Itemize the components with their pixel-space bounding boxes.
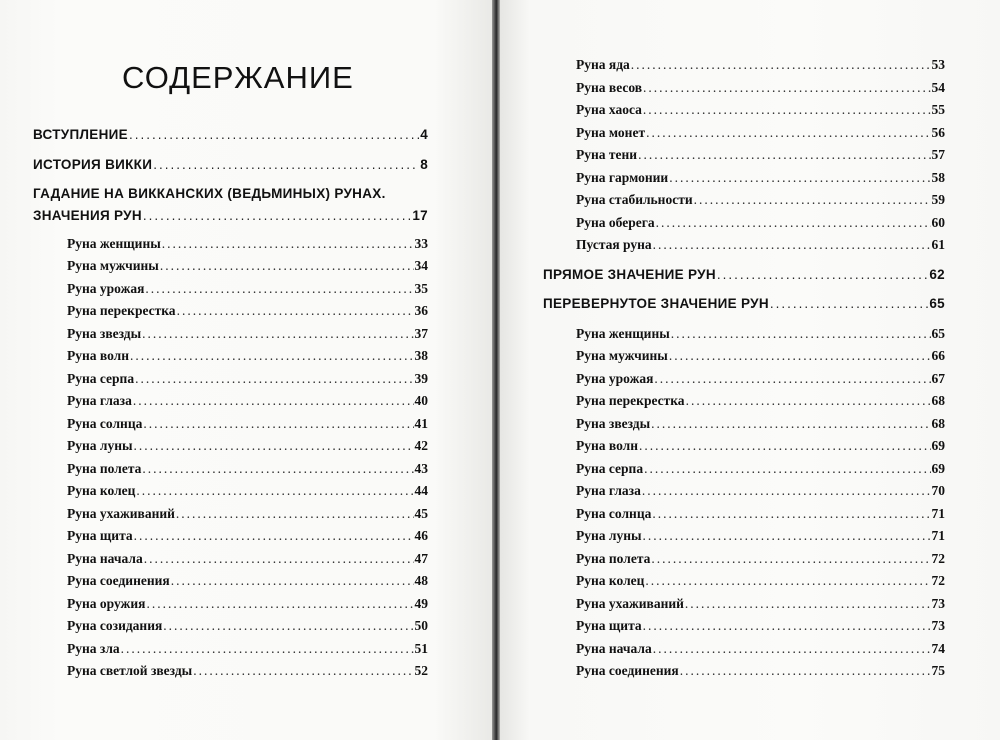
- toc-entry-label: Руна яда: [576, 57, 630, 72]
- toc-entry-page: 68: [931, 415, 945, 431]
- toc-entry-label: Руна оружия: [67, 595, 146, 611]
- toc-entry-label: Руна луны: [576, 528, 642, 543]
- toc-entry[interactable]: [543, 348, 945, 371]
- toc-entry[interactable]: [33, 303, 428, 326]
- toc-entry-page: 71: [931, 528, 945, 543]
- toc-section-direct-meaning[interactable]: [543, 267, 945, 290]
- dot-leader: [142, 461, 413, 477]
- toc-entry[interactable]: [33, 281, 428, 304]
- toc-entry-page: 33: [414, 235, 428, 251]
- toc-entry-page: 68: [931, 393, 945, 408]
- dot-leader: [162, 236, 414, 252]
- toc-entry-label: Руна полета: [576, 550, 651, 566]
- toc-entry-page: 61: [931, 237, 945, 252]
- toc-entry[interactable]: [33, 371, 428, 394]
- toc-entry[interactable]: [33, 348, 428, 371]
- toc-entry-page: 54: [931, 79, 945, 95]
- toc-entry-page: 49: [414, 595, 428, 611]
- toc-entry-label: Руна начала: [67, 550, 143, 566]
- toc-entry-label: Руна созидания: [67, 618, 163, 633]
- toc-entry-page: 42: [414, 438, 428, 453]
- toc-entry-page: 75: [931, 663, 945, 678]
- toc-entry[interactable]: [543, 618, 945, 641]
- toc-entry-label: Руна урожая: [67, 280, 145, 296]
- toc-entry-page: 43: [414, 460, 428, 476]
- dot-leader: [133, 393, 414, 409]
- toc-entry-page: 70: [931, 483, 945, 498]
- toc-entry-page: 8: [420, 156, 428, 172]
- left-page: [0, 0, 493, 740]
- dot-leader: [645, 573, 930, 589]
- toc-entry-label: Руна солнца: [576, 505, 652, 521]
- toc-entry-label: Руна тени: [576, 147, 638, 162]
- toc-entry-label: Руна светлой звезды: [67, 663, 193, 678]
- toc-section-intro[interactable]: [33, 127, 428, 150]
- toc-entry[interactable]: [543, 528, 945, 551]
- toc-entry-label: Руна колец: [67, 483, 136, 498]
- toc-entry[interactable]: [543, 663, 945, 686]
- dot-leader: [177, 303, 414, 319]
- toc-entry-label: Руна волн: [67, 348, 130, 363]
- toc-entry-page: 59: [931, 192, 945, 207]
- toc-entry[interactable]: [543, 125, 945, 148]
- dot-leader: [671, 326, 931, 342]
- toc-entry-label: Руна оберега: [576, 214, 655, 230]
- toc-entry-label: Руна гармонии: [576, 169, 669, 185]
- toc-entry[interactable]: [33, 596, 428, 619]
- toc-entry-label: Руна ухаживаний: [67, 505, 175, 521]
- toc-entry-label: Руна луны: [67, 438, 133, 453]
- toc-entry[interactable]: [33, 393, 428, 416]
- dot-leader: [638, 147, 930, 163]
- dot-leader: [651, 551, 930, 567]
- toc-entry[interactable]: [543, 371, 945, 394]
- book-gutter: [492, 0, 500, 740]
- toc-entry[interactable]: [543, 192, 945, 215]
- toc-entry[interactable]: [33, 573, 428, 596]
- toc-entry[interactable]: [543, 237, 945, 260]
- toc-entry-page: 65: [931, 325, 945, 341]
- toc-entry[interactable]: [543, 57, 945, 80]
- toc-entry-page: 17: [412, 208, 428, 223]
- toc-entry[interactable]: [543, 461, 945, 484]
- toc-entry[interactable]: [543, 596, 945, 619]
- toc-entry-label: Руна щита: [67, 528, 133, 543]
- toc-entry-page: 74: [931, 640, 945, 656]
- toc-entry-label: Руна серпа: [576, 460, 644, 476]
- toc-entry-label: Руна зла: [67, 640, 120, 656]
- toc-entry[interactable]: [33, 663, 428, 686]
- toc-entry-label-cont: ЗНАЧЕНИЯ РУН: [33, 208, 142, 223]
- dot-leader: [652, 506, 930, 522]
- toc-entry-page: 60: [931, 214, 945, 230]
- toc-section-divination[interactable]: [33, 186, 428, 231]
- toc-entry-page: 4: [420, 127, 428, 142]
- toc-entry[interactable]: [33, 461, 428, 484]
- toc-entry[interactable]: [33, 641, 428, 664]
- dot-leader: [642, 483, 931, 499]
- toc-entry-label: Руна перекрестка: [67, 303, 176, 318]
- dot-leader: [136, 483, 413, 499]
- toc-list-right: [543, 57, 945, 686]
- toc-entry[interactable]: [33, 438, 428, 461]
- toc-entry-page: 52: [414, 663, 428, 678]
- toc-entry-label: Руна звезды: [67, 325, 142, 341]
- dot-leader: [143, 416, 413, 432]
- toc-entry-page: 71: [931, 505, 945, 521]
- dot-leader: [639, 438, 930, 454]
- toc-entry-label: Руна перекрестка: [576, 393, 685, 408]
- toc-entry[interactable]: [543, 641, 945, 664]
- toc-entry-page: 58: [931, 169, 945, 185]
- toc-entry-page: 72: [931, 573, 945, 588]
- toc-entry[interactable]: [543, 215, 945, 238]
- toc-entry-page: 50: [414, 618, 428, 633]
- dot-leader: [176, 506, 414, 522]
- toc-entry-label: Руна мужчины: [67, 258, 159, 273]
- toc-entry-page: 55: [931, 102, 945, 117]
- toc-entry[interactable]: [543, 506, 945, 529]
- toc-entry-page: 44: [414, 483, 428, 498]
- toc-entry-label: Руна ухаживаний: [576, 595, 684, 611]
- toc-entry-page: 36: [414, 303, 428, 318]
- dot-leader: [653, 641, 931, 657]
- dot-leader: [770, 296, 928, 311]
- toc-entry-label: Руна женщины: [67, 235, 161, 251]
- toc-entry[interactable]: [543, 326, 945, 349]
- dot-leader: [669, 348, 931, 364]
- toc-entry-page: 45: [414, 505, 428, 521]
- dot-leader: [631, 57, 931, 73]
- dot-leader: [680, 663, 931, 679]
- toc-entry-page: 69: [931, 460, 945, 476]
- toc-entry-page: 69: [931, 438, 945, 453]
- dot-leader: [160, 258, 414, 274]
- toc-entry-page: 56: [931, 124, 945, 140]
- dot-leader: [646, 125, 930, 141]
- toc-entry[interactable]: [543, 393, 945, 416]
- toc-entry-label: ГАДАНИЕ НА ВИККАНСКИХ (ВЕДЬМИНЫХ) РУНАХ.: [33, 186, 386, 201]
- dot-leader: [143, 208, 411, 223]
- toc-entry-label: Пустая руна: [576, 237, 652, 252]
- toc-entry-page: 38: [414, 348, 428, 363]
- toc-entry[interactable]: [543, 573, 945, 596]
- toc-entry[interactable]: [543, 170, 945, 193]
- toc-entry-label: Руна полета: [67, 460, 142, 476]
- dot-leader: [135, 371, 413, 387]
- toc-entry-page: 73: [931, 595, 945, 611]
- toc-entry[interactable]: [33, 551, 428, 574]
- dot-leader: [145, 281, 413, 297]
- dot-leader: [669, 170, 930, 186]
- dot-leader: [685, 596, 931, 612]
- toc-entry-label: Руна стабильности: [576, 192, 693, 207]
- toc-entry-label: Руна начала: [576, 640, 652, 656]
- page-title: СОДЕРЖАНИЕ: [122, 60, 354, 95]
- toc-entry[interactable]: [543, 80, 945, 103]
- dot-leader: [643, 528, 931, 544]
- dot-leader: [130, 348, 413, 364]
- dot-leader: [153, 157, 419, 172]
- dot-leader: [694, 192, 931, 208]
- toc-entry-label: Руна серпа: [67, 370, 135, 386]
- toc-entry[interactable]: [543, 438, 945, 461]
- toc-entry-page: 34: [414, 258, 428, 273]
- toc-list-left: [33, 127, 428, 686]
- toc-entry-page: 39: [414, 370, 428, 386]
- dot-leader: [193, 663, 413, 679]
- toc-entry-page: 73: [931, 618, 945, 633]
- dot-leader: [129, 127, 419, 142]
- toc-entry-label: Руна глаза: [576, 483, 641, 498]
- toc-entry-label: Руна щита: [576, 618, 642, 633]
- toc-entry[interactable]: [543, 102, 945, 125]
- toc-entry-label: Руна звезды: [576, 415, 651, 431]
- toc-entry[interactable]: [543, 483, 945, 506]
- toc-entry-label: Руна колец: [576, 573, 645, 588]
- toc-entry-label: Руна соединения: [67, 573, 170, 588]
- dot-leader: [686, 393, 931, 409]
- toc-entry-page: 66: [931, 348, 945, 363]
- right-page: [500, 0, 1000, 740]
- toc-entry-label: Руна мужчины: [576, 348, 668, 363]
- toc-entry-page: 41: [414, 415, 428, 431]
- toc-entry-page: 57: [931, 147, 945, 162]
- dot-leader: [146, 596, 413, 612]
- toc-entry-label: Руна женщины: [576, 325, 670, 341]
- toc-entry-label: Руна монет: [576, 124, 646, 140]
- toc-section-reversed-meaning[interactable]: [543, 296, 945, 319]
- toc-entry-page: 65: [929, 296, 945, 311]
- dot-leader: [651, 416, 930, 432]
- toc-entry[interactable]: [33, 416, 428, 439]
- toc-entry-label: ИСТОРИЯ ВИККИ: [33, 156, 153, 172]
- toc-entry[interactable]: [543, 416, 945, 439]
- toc-entry-label: Руна урожая: [576, 370, 654, 386]
- toc-section-history[interactable]: [33, 157, 428, 180]
- dot-leader: [643, 102, 931, 118]
- dot-leader: [643, 618, 931, 634]
- toc-entry-page: 48: [414, 573, 428, 588]
- toc-entry-page: 72: [931, 550, 945, 566]
- dot-leader: [142, 326, 413, 342]
- toc-entry-page: 46: [414, 528, 428, 543]
- toc-entry-label: Руна весов: [576, 79, 643, 95]
- toc-entry-label: Руна солнца: [67, 415, 143, 431]
- dot-leader: [644, 461, 930, 477]
- toc-entry-page: 47: [414, 550, 428, 566]
- toc-entry[interactable]: [33, 326, 428, 349]
- toc-entry[interactable]: [33, 618, 428, 641]
- toc-entry-page: 53: [931, 57, 945, 72]
- dot-leader: [656, 215, 931, 231]
- toc-entry[interactable]: [543, 551, 945, 574]
- toc-entry-line2: [33, 208, 428, 231]
- toc-entry-label: Руна глаза: [67, 393, 132, 408]
- toc-entry-page: 67: [931, 370, 945, 386]
- toc-entry-label: Руна волн: [576, 438, 639, 453]
- toc-entry-page: 40: [414, 393, 428, 408]
- toc-entry-label: Руна хаоса: [576, 102, 642, 117]
- dot-leader: [121, 641, 414, 657]
- toc-entry-label: Руна соединения: [576, 663, 679, 678]
- toc-entry-label: ВСТУПЛЕНИЕ: [33, 127, 128, 142]
- toc-entry[interactable]: [33, 236, 428, 259]
- dot-leader: [643, 80, 930, 96]
- toc-entry[interactable]: [33, 506, 428, 529]
- dot-leader: [653, 237, 931, 253]
- toc-entry-page: 35: [414, 280, 428, 296]
- dot-leader: [163, 618, 413, 634]
- toc-entry-page: 51: [414, 640, 428, 656]
- toc-entry[interactable]: [33, 528, 428, 551]
- dot-leader: [144, 551, 414, 567]
- dot-leader: [134, 438, 414, 454]
- toc-entry-page: 37: [414, 325, 428, 341]
- dot-leader: [654, 371, 930, 387]
- dot-leader: [134, 528, 414, 544]
- dot-leader: [171, 573, 414, 589]
- toc-entry[interactable]: [543, 147, 945, 170]
- dot-leader: [717, 267, 929, 282]
- toc-entry-label: ПЕРЕВЕРНУТОЕ ЗНАЧЕНИЕ РУН: [543, 296, 769, 311]
- toc-entry[interactable]: [33, 258, 428, 281]
- toc-entry-page: 62: [929, 266, 945, 282]
- toc-entry-label: ПРЯМОЕ ЗНАЧЕНИЕ РУН: [543, 266, 716, 282]
- toc-entry[interactable]: [33, 483, 428, 506]
